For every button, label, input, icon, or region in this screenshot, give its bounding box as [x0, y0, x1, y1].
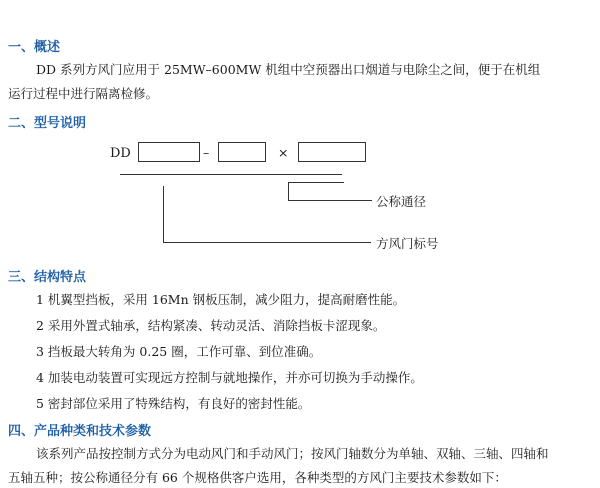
- feature-item-5: 5 密封部位采用了特殊结构，有良好的密封性能。: [36, 396, 311, 411]
- section-heading-overview: 一、概述: [8, 40, 61, 55]
- label-nominal-diameter: 公称通径: [376, 194, 427, 209]
- model-field-box-1: [138, 142, 200, 162]
- specs-line-1: 该系列产品按控制方式分为电动风门和手动风门；按风门轴数分为单轴、双轴、三轴、四轴和: [36, 446, 549, 461]
- feature-item-2: 2 采用外置式轴承，结构紧凑、转动灵活、消除挡板卡涩现象。: [36, 318, 386, 333]
- model-number-diagram: [0, 130, 600, 260]
- bracket-code-leader: [163, 242, 371, 243]
- bracket-diameter-leader: [288, 200, 372, 201]
- bracket-underline: [120, 174, 342, 175]
- model-field-box-2: [218, 142, 266, 162]
- model-dash: –: [203, 145, 210, 160]
- bracket-code-vertical: [163, 186, 164, 242]
- section-heading-model: 二、型号说明: [8, 116, 87, 131]
- feature-item-3: 3 挡板最大转角为 0.25 圈，工作可靠、到位准确。: [36, 344, 322, 359]
- model-times: ×: [278, 145, 289, 160]
- feature-item-1: 1 机翼型挡板，采用 16Mn 钢板压制，减少阻力，提高耐磨性能。: [36, 292, 406, 307]
- bracket-diameter-vertical: [288, 182, 289, 200]
- specs-line-2: 五轴五种；按公称通径分有 66 个规格供客户选用，各种类型的方风门主要技术参数如下：: [8, 470, 507, 485]
- model-prefix: DD: [110, 146, 131, 161]
- bracket-diameter-top: [288, 182, 344, 183]
- section-heading-specs: 四、产品种类和技术参数: [8, 424, 152, 439]
- section-heading-features: 三、结构特点: [8, 270, 87, 285]
- label-damper-code: 方风门标号: [376, 236, 439, 251]
- overview-line-2: 运行过程中进行隔离检修。: [8, 86, 159, 101]
- model-field-box-3: [298, 142, 366, 162]
- overview-line-1: DD 系列方风门应用于 25MW–600MW 机组中空预器出口烟道与电除尘之间，便于在机组: [36, 62, 541, 77]
- feature-item-4: 4 加装电动装置可实现远方控制与就地操作，并亦可切换为手动操作。: [36, 370, 423, 385]
